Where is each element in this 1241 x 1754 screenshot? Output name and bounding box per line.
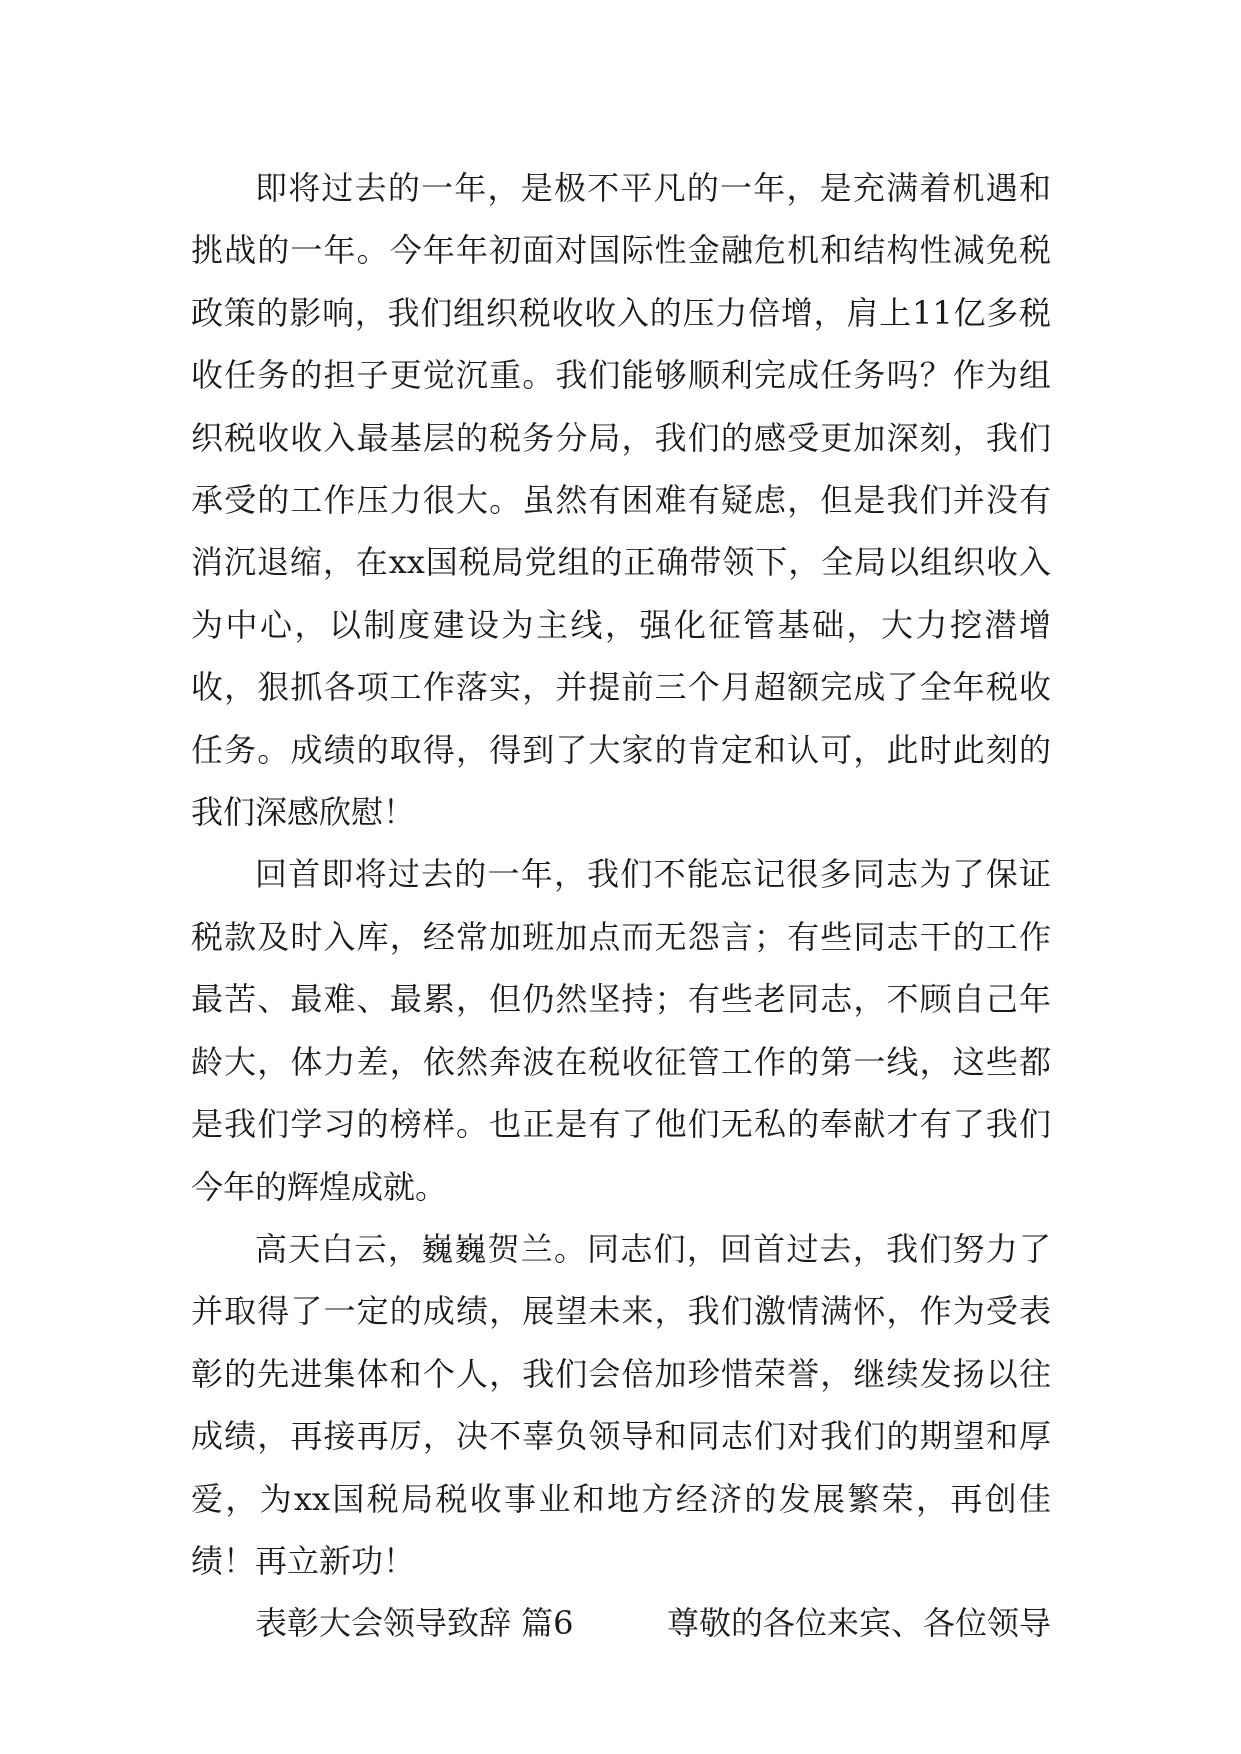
section-title: 表彰大会领导致辞 篇6	[255, 1604, 574, 1643]
section-heading-line	[191, 1592, 1051, 1654]
spacer	[574, 1592, 603, 1654]
paragraph-1: 即将过去的一年，是极不平凡的一年，是充满着机遇和挑战的一年。今年年初面对国际性金融危机和结构性减免税政策的影响，我们组织税收收入的压力倍增，肩上11亿多税收任务的担子更觉沉重。我们能够顺利完成任务吗？作为组织税收收入最基层的税务分局，我们的感受更加深刻，我们承受的工作压力很大。虽然有困难有疑虑，但是我们并没有消沉退缩，在xx国税局党组的正确带领下，全局以组织收入为中心，以制度建设为主线，强化征管基础，大力挖潜增收，狠抓各项工作落实，并提前三个月超额完成了全年税收任务。成绩的取得，得到了大家的肯定和认可，此时此刻的我们深感欣慰！	[191, 169, 1051, 832]
document-body	[191, 157, 1051, 1655]
paragraph-2: 回首即将过去的一年，我们不能忘记很多同志为了保证税款及时入库，经常加班加点而无怨言；有些同志干的工作最苦、最难、最累，但仍然坚持；有些老同志，不顾自己年龄大，体力差，依然奔波在税收征管工作的第一线，这些都是我们学习的榜样。也正是有了他们无私的奉献才有了我们今年的辉煌成就。	[191, 855, 1051, 1206]
paragraph-3: 高天白云，巍巍贺兰。同志们，回首过去，我们努力了并取得了一定的成绩，展望未来，我们激情满怀，作为受表彰的先进集体和个人，我们会倍加珍惜荣誉，继续发扬以往成绩，再接再厉，决不辜负领导和同志们对我们的期望和厚爱，为xx国税局税收事业和地方经济的发展繁荣，再创佳绩！再立新功！	[191, 1229, 1051, 1580]
section-opening: 尊敬的各位来宾、各位领导	[666, 1604, 1051, 1643]
